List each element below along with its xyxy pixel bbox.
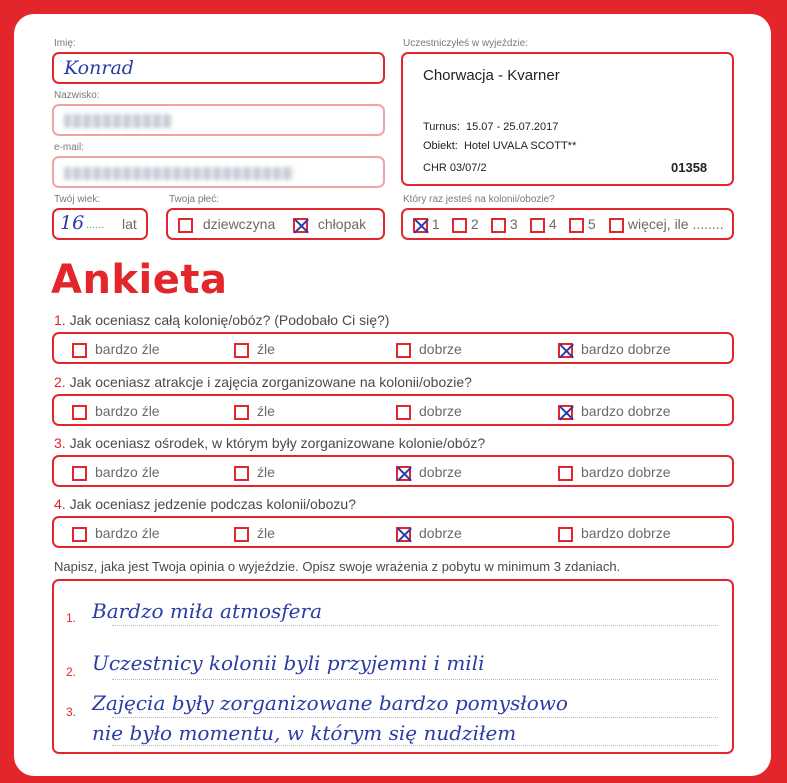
wiek-label: Twój wiek: <box>54 194 101 205</box>
opinion-rule-2 <box>112 679 718 680</box>
opinion-rule-3 <box>112 717 718 718</box>
question-3-answers <box>52 455 734 487</box>
email-label: e-mail: <box>54 142 85 153</box>
q2-bardzo-zle-checkbox[interactable] <box>72 405 87 420</box>
question-3-text: Jak oceniasz ośrodek, w którym były zorganizowane kolonie/obóz? <box>69 435 486 451</box>
survey-sheet <box>14 14 771 776</box>
imie-field[interactable] <box>52 52 385 84</box>
survey-title: Ankieta <box>51 257 228 303</box>
q4-bardzo-dobrze-label: bardzo dobrze <box>581 525 671 541</box>
raz-option-wiecej[interactable] <box>609 216 724 233</box>
q2-zle-label: źle <box>257 403 275 419</box>
opinion-rule-4 <box>112 745 718 746</box>
q1-bardzo-zle-label: bardzo źle <box>95 341 160 357</box>
opinion-answer-2: Uczestnicy kolonii byli przyjemni i mili <box>92 651 485 675</box>
q1-zle-checkbox[interactable] <box>234 343 249 358</box>
opinion-answer-3: Zajęcia były zorganizowane bardzo pomysłowo <box>92 691 568 715</box>
q1-zle-label: źle <box>257 341 275 357</box>
trip-number: 01358 <box>671 160 708 175</box>
q3-bardzo-dobrze-checkbox[interactable] <box>558 466 573 481</box>
email-field[interactable] <box>52 156 385 188</box>
q3-bardzo-zle-checkbox[interactable] <box>72 466 87 481</box>
q3-bardzo-zle-label: bardzo źle <box>95 464 160 480</box>
q3-zle-label: źle <box>257 464 275 480</box>
q3-option-dobrze[interactable] <box>396 464 462 481</box>
question-1-answers <box>52 332 734 364</box>
imie-value: Konrad <box>64 57 134 79</box>
ktory-raz-field <box>401 208 734 240</box>
raz-option-1[interactable] <box>413 216 440 233</box>
opinion-prompt: Napisz, jaka jest Twoja opinia o wyjeździe. Opisz swoje wrażenia z pobytu w minimum 3 zdaniach. <box>54 559 621 574</box>
wiek-suffix: lat <box>122 216 137 232</box>
dziewczyna-checkbox[interactable] <box>178 218 193 233</box>
question-3-number: 3. <box>54 435 66 451</box>
q1-dobrze-label: dobrze <box>419 341 462 357</box>
q2-option-bardzo-dobrze[interactable] <box>558 403 671 420</box>
raz-option-3[interactable] <box>491 216 518 233</box>
q2-bardzo-dobrze-checkbox[interactable] <box>558 405 573 420</box>
opinion-textarea[interactable] <box>52 579 734 754</box>
question-2 <box>54 374 472 390</box>
raz-2-label: 2 <box>470 216 479 232</box>
q1-dobrze-checkbox[interactable] <box>396 343 411 358</box>
question-4-answers <box>52 516 734 548</box>
imie-label: Imię: <box>54 38 76 49</box>
q3-bardzo-dobrze-label: bardzo dobrze <box>581 464 671 480</box>
trip-obiekt: Obiekt: Hotel UVALA SCOTT** <box>423 140 577 152</box>
chlopak-label: chłopak <box>317 216 367 232</box>
nazwisko-redacted <box>64 114 172 128</box>
plec-option-dziewczyna[interactable] <box>178 216 275 233</box>
q2-option-zle[interactable] <box>234 403 275 420</box>
question-3 <box>54 435 485 451</box>
q2-dobrze-label: dobrze <box>419 403 462 419</box>
raz-option-5[interactable] <box>569 216 596 233</box>
raz-4-checkbox[interactable] <box>530 218 545 233</box>
question-1 <box>54 312 389 328</box>
plec-option-chlopak[interactable] <box>293 216 366 233</box>
dziewczyna-label: dziewczyna <box>202 216 276 232</box>
opinion-rule-1 <box>112 625 718 626</box>
raz-wiecej-label: więcej, ile ........ <box>627 216 724 232</box>
wiek-dots: ...... <box>86 219 105 231</box>
q1-bardzo-zle-checkbox[interactable] <box>72 343 87 358</box>
q4-option-bardzo-dobrze[interactable] <box>558 525 671 542</box>
question-2-number: 2. <box>54 374 66 390</box>
q4-option-dobrze[interactable] <box>396 525 462 542</box>
q4-option-bardzo-zle[interactable] <box>72 525 160 542</box>
q1-bardzo-dobrze-checkbox[interactable] <box>558 343 573 358</box>
raz-wiecej-checkbox[interactable] <box>609 218 624 233</box>
nazwisko-label: Nazwisko: <box>54 90 100 101</box>
raz-option-4[interactable] <box>530 216 557 233</box>
raz-5-checkbox[interactable] <box>569 218 584 233</box>
wiek-value: 16 <box>60 212 85 234</box>
ktory-raz-label: Który raz jesteś na kolonii/obozie? <box>403 194 555 205</box>
trip-code: CHR 03/07/2 <box>423 162 487 174</box>
q4-option-zle[interactable] <box>234 525 275 542</box>
q4-bardzo-dobrze-checkbox[interactable] <box>558 527 573 542</box>
wiek-field[interactable] <box>52 208 148 240</box>
q2-option-bardzo-zle[interactable] <box>72 403 160 420</box>
q4-bardzo-zle-checkbox[interactable] <box>72 527 87 542</box>
trip-info-box <box>401 52 734 186</box>
q4-dobrze-label: dobrze <box>419 525 462 541</box>
question-2-text: Jak oceniasz atrakcje i zajęcia zorganizowane na kolonii/obozie? <box>69 374 472 390</box>
raz-5-label: 5 <box>587 216 596 232</box>
raz-2-checkbox[interactable] <box>452 218 467 233</box>
opinion-answer-4: nie było momentu, w którym się nudziłem <box>92 721 517 745</box>
question-4-text: Jak oceniasz jedzenie podczas kolonii/obozu? <box>69 496 356 512</box>
raz-3-label: 3 <box>509 216 518 232</box>
question-2-answers <box>52 394 734 426</box>
chlopak-checkbox[interactable] <box>293 218 308 233</box>
q2-bardzo-dobrze-label: bardzo dobrze <box>581 403 671 419</box>
q3-option-bardzo-dobrze[interactable] <box>558 464 671 481</box>
raz-1-checkbox[interactable] <box>413 218 428 233</box>
q1-option-bardzo-dobrze[interactable] <box>558 341 671 358</box>
q2-option-dobrze[interactable] <box>396 403 462 420</box>
raz-4-label: 4 <box>548 216 557 232</box>
trip-name: Chorwacja - Kvarner <box>423 67 560 84</box>
q2-dobrze-checkbox[interactable] <box>396 405 411 420</box>
q4-zle-checkbox[interactable] <box>234 527 249 542</box>
q4-zle-label: źle <box>257 525 275 541</box>
q1-option-bardzo-zle[interactable] <box>72 341 160 358</box>
q1-option-zle[interactable] <box>234 341 275 358</box>
q3-dobrze-label: dobrze <box>419 464 462 480</box>
q3-zle-checkbox[interactable] <box>234 466 249 481</box>
q2-zle-checkbox[interactable] <box>234 405 249 420</box>
q3-option-zle[interactable] <box>234 464 275 481</box>
nazwisko-field[interactable] <box>52 104 385 136</box>
q2-bardzo-zle-label: bardzo źle <box>95 403 160 419</box>
opinion-line-number-2: 2. <box>66 665 77 679</box>
q3-option-bardzo-zle[interactable] <box>72 464 160 481</box>
q4-bardzo-zle-label: bardzo źle <box>95 525 160 541</box>
opinion-line-number-1: 1. <box>66 611 77 625</box>
plec-label: Twoja płeć: <box>169 194 220 205</box>
raz-3-checkbox[interactable] <box>491 218 506 233</box>
q1-option-dobrze[interactable] <box>396 341 462 358</box>
plec-field <box>166 208 385 240</box>
uczestniczyles-label: Uczestniczyłeś w wyjeździe: <box>403 38 529 49</box>
question-4 <box>54 496 356 512</box>
q1-bardzo-dobrze-label: bardzo dobrze <box>581 341 671 357</box>
q4-dobrze-checkbox[interactable] <box>396 527 411 542</box>
question-1-text: Jak oceniasz całą kolonię/obóz? (Podobało Ci się?) <box>69 312 390 328</box>
opinion-line-number-3: 3. <box>66 705 77 719</box>
email-redacted <box>64 167 294 180</box>
raz-1-label: 1 <box>431 216 440 232</box>
trip-turnus: Turnus: 15.07 - 25.07.2017 <box>423 121 559 133</box>
q3-dobrze-checkbox[interactable] <box>396 466 411 481</box>
raz-option-2[interactable] <box>452 216 479 233</box>
question-4-number: 4. <box>54 496 66 512</box>
opinion-answer-1: Bardzo miła atmosfera <box>92 599 322 623</box>
question-1-number: 1. <box>54 312 66 328</box>
